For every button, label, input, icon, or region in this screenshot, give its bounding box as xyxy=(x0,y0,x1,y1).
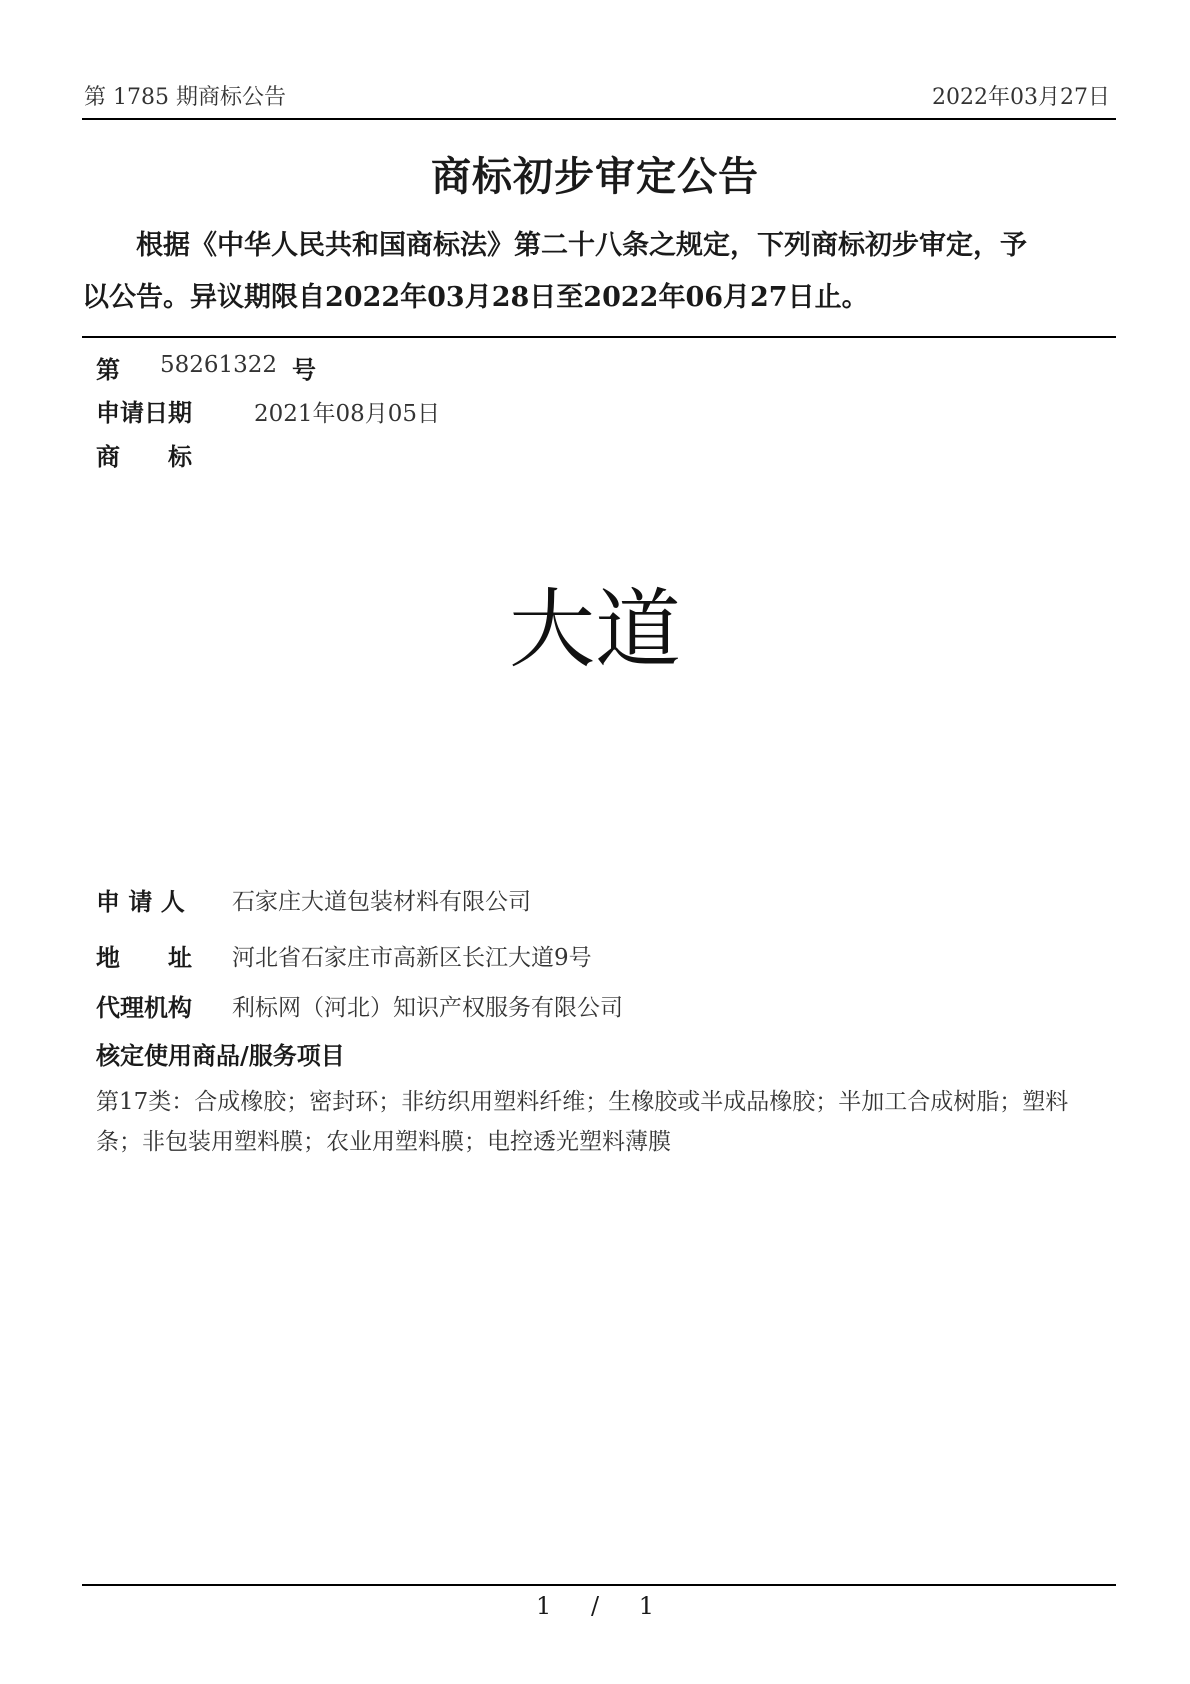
goods-label: 核定使用商品/服务项目 xyxy=(96,1041,345,1070)
page-indicator xyxy=(0,1592,1190,1620)
number-prefix: 第 xyxy=(96,355,120,384)
address-label: 地 址 xyxy=(96,943,192,972)
application-date: 2021年08月05日 xyxy=(254,401,441,427)
goods-list: 第17类：合成橡胶；密封环；非纺织用塑料纤维；生橡胶或半成品橡胶；半加工合成树脂；塑料条；非包装用塑料膜；农业用塑料膜；电控透光塑料薄膜 xyxy=(96,1089,1069,1155)
application-date-label: 申请日期 xyxy=(96,398,192,427)
page-title: 商标初步审定公告 xyxy=(431,153,759,200)
intro-paragraph xyxy=(82,220,1116,324)
applicant-label: 申 请 人 xyxy=(96,887,185,916)
applicant-name: 石家庄大道包装材料有限公司 xyxy=(232,889,531,915)
number-suffix: 号 xyxy=(292,355,316,384)
issue-date: 2022年03月27日 xyxy=(932,85,1110,110)
total-pages: 1 xyxy=(638,1592,654,1620)
header-divider xyxy=(82,118,1116,120)
page-separator: / xyxy=(590,1592,600,1620)
registration-number: 58261322 xyxy=(160,352,278,378)
intro-line-1: 根据《中华人民共和国商标法》第二十八条之规定，下列商标初步审定，予 xyxy=(136,230,1027,261)
intro-divider xyxy=(82,336,1116,338)
address-value: 河北省石家庄市高新区长江大道9号 xyxy=(232,945,592,971)
footer-divider xyxy=(82,1584,1116,1586)
intro-line-2: 以公告。异议期限自2022年03月28日至2022年06月27日止。 xyxy=(82,282,869,313)
mark-label: 商 标 xyxy=(96,442,192,471)
agency-label: 代理机构 xyxy=(96,993,192,1022)
current-page: 1 xyxy=(536,1592,552,1620)
trademark-text: 大道 xyxy=(509,580,681,680)
issue-number: 第 1785 期商标公告 xyxy=(84,85,286,110)
agency-value: 利标网（河北）知识产权服务有限公司 xyxy=(232,995,623,1021)
